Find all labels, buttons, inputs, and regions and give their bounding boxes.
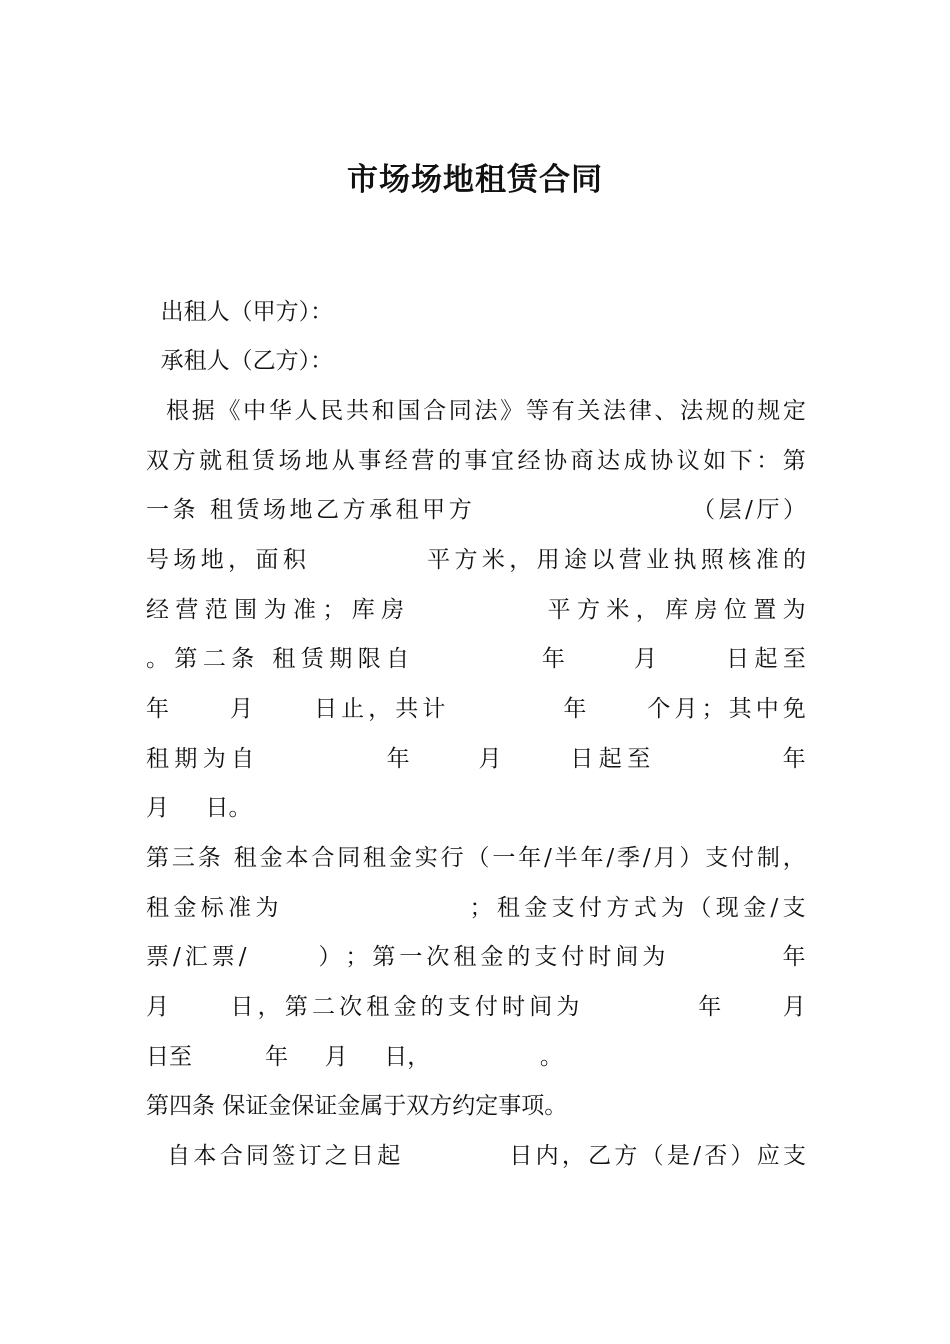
lessee-line: 承租人（乙方）： bbox=[146, 348, 334, 374]
clause-4-line-1: 自 本 合 同 签 订 之 日 起 日 内 ， 乙 方 （ 是 / 否 ） 应 支 bbox=[167, 1143, 806, 1169]
clause-1-line-1: 一 条 租 赁 场 地 乙 方 承 租 甲 方 （ 层 / 厅 ） bbox=[146, 497, 806, 523]
clause-3-line-3: 票 / 汇 票 / ） ； 第 一 次 租 金 的 支 付 时 间 为 年 bbox=[146, 944, 806, 970]
clause-3-line-5: 日至 年 月 日， 。 bbox=[146, 1044, 563, 1070]
clause-3-line-4: 月 日 ， 第 二 次 租 金 的 支 付 时 间 为 年 月 bbox=[146, 994, 806, 1020]
lessor-line: 出租人（甲方）： bbox=[146, 299, 334, 325]
preamble-line-1: 根 据 《 中 华 人 民 共 和 国 合 同 法 》 等 有 关 法 律 、 法 规 的 规 定 bbox=[166, 398, 806, 424]
preamble-line-2: 双 方 就 租 赁 场 地 从 事 经 营 的 事 宜 经 协 商 达 成 协 议 如 下 ： 第 bbox=[146, 448, 806, 474]
clause-2-line-1: 。 第 二 条 租 赁 期 限 自 年 月 日 起 至 bbox=[146, 646, 806, 672]
clause-1-line-2: 号 场 地 ， 面 积 平 方 米 ， 用 途 以 营 业 执 照 核 准 的 bbox=[146, 547, 806, 573]
clause-2-line-2: 年 月 日 止 ， 共 计 年 个 月 ； 其 中 免 bbox=[146, 696, 806, 722]
clause-2-line-3: 租 期 为 自 年 月 日 起 至 年 bbox=[146, 746, 806, 772]
clause-3-line-2: 租 金 标 准 为 ； 租 金 支 付 方 式 为 （ 现 金 / 支 bbox=[146, 895, 806, 921]
clause-3-line-1: 第 三 条 租 金 本 合 同 租 金 实 行 （ 一 年 / 半 年 / 季 / 月 ） 支 付 制 ， bbox=[146, 845, 806, 871]
clause-4-heading: 第四条 保证金保证金属于双方约定事项。 bbox=[146, 1093, 568, 1119]
document-title: 市场场地租赁合同 bbox=[347, 162, 603, 198]
clause-2-line-4: 月 日。 bbox=[146, 795, 252, 821]
clause-1-line-3: 经 营 范 围 为 准 ； 库 房 平 方 米 ， 库 房 位 置 为 bbox=[146, 597, 806, 623]
